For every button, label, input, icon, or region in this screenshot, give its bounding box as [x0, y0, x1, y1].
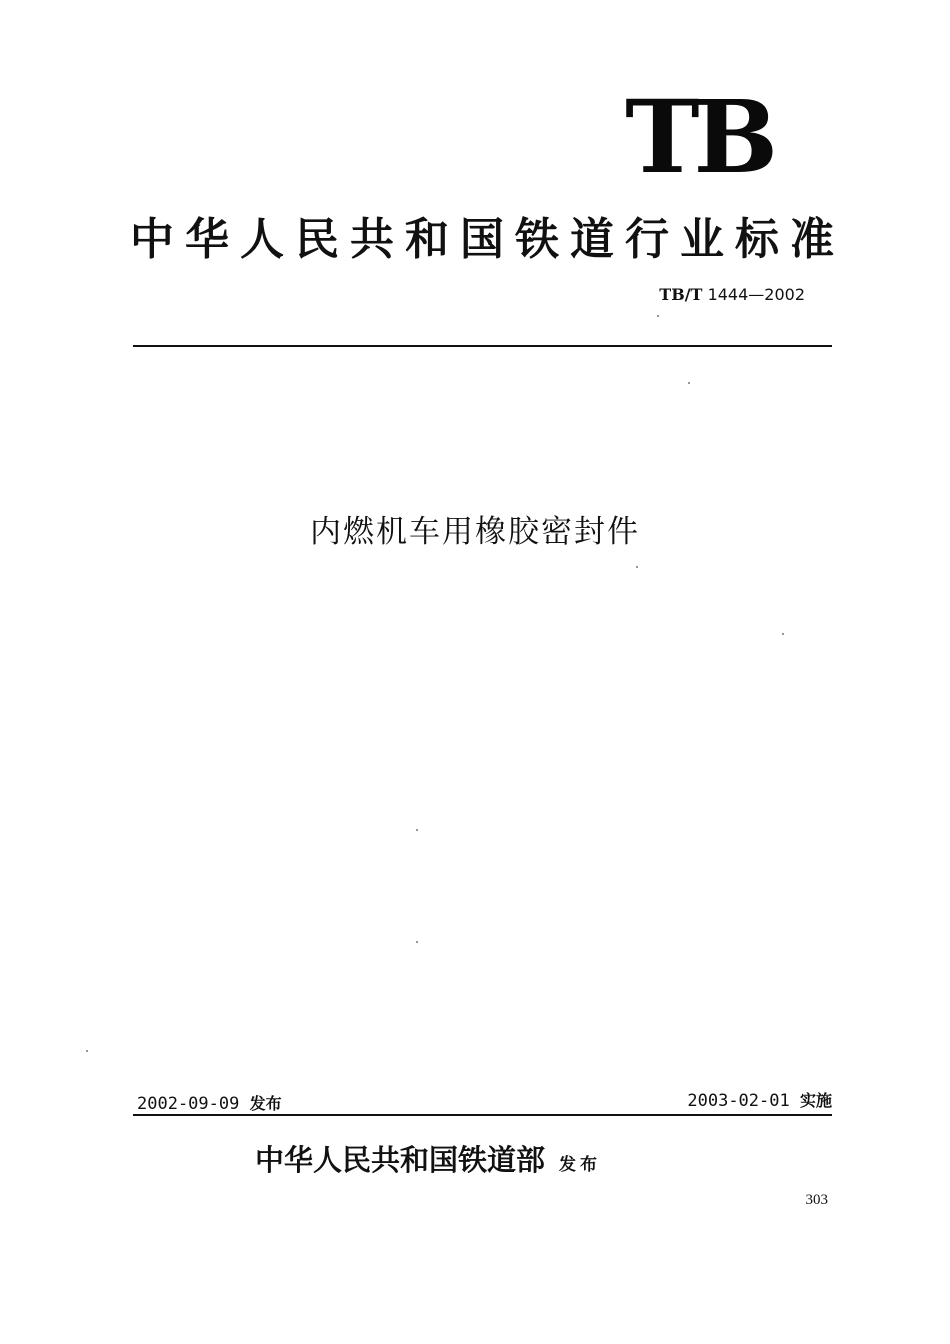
scan-speck	[657, 315, 659, 317]
release-label: 发布	[249, 1094, 282, 1113]
page-number: 303	[805, 1192, 828, 1208]
issuer	[255, 1140, 755, 1180]
scan-speck	[688, 382, 690, 384]
standard-number-value: 1444—2002	[707, 285, 805, 304]
standard-number	[560, 283, 805, 307]
document-title: 内燃机车用橡胶密封件	[310, 514, 640, 550]
issuer-verb: 发布	[559, 1155, 602, 1175]
effective-date-value: 2003-02-01	[687, 1091, 790, 1111]
scan-speck	[782, 633, 784, 635]
bottom-divider	[133, 1114, 832, 1116]
scan-speck	[416, 829, 418, 831]
scan-speck	[416, 941, 418, 943]
standard-code: TB/T	[659, 285, 703, 304]
org-title: 中华人民共和国铁道行业标准	[130, 214, 835, 265]
scan-speck	[636, 566, 638, 568]
release-date-value: 2002-09-09	[137, 1094, 240, 1114]
standard-logo: TB	[625, 78, 772, 196]
effective-label: 实施	[799, 1091, 832, 1110]
scan-speck	[86, 1050, 88, 1052]
top-divider	[133, 345, 832, 347]
issuer-name: 中华人民共和国铁道部	[255, 1143, 546, 1177]
effective-date	[530, 1088, 832, 1114]
